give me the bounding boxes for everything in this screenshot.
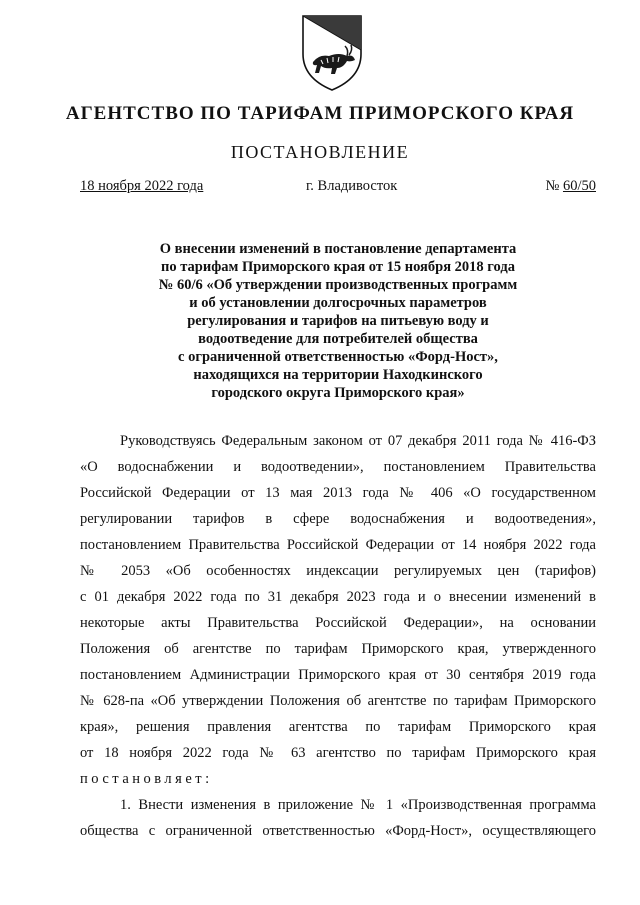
subject-line: водоотведение для потребителей общества bbox=[198, 331, 478, 347]
body-line: края», решения правления агентства по тарифам Приморского края bbox=[80, 719, 596, 735]
item-1-line: 1. Внести изменения в приложение № 1 «Производственная программа bbox=[120, 797, 596, 813]
document-body bbox=[80, 428, 596, 844]
subject-line: О внесении изменений в постановление департамента bbox=[159, 241, 517, 257]
body-line: Руководствуясь Федеральным законом от 07 декабря 2011 года № 416-ФЗ bbox=[120, 433, 596, 449]
number-prefix: № bbox=[545, 178, 563, 194]
document-meta-row bbox=[80, 178, 596, 198]
subject-line: находящихся на территории Находкинского bbox=[193, 367, 483, 383]
subject-line: по тарифам Приморского края от 15 ноября 2018 года bbox=[161, 259, 515, 275]
document-subject bbox=[80, 240, 596, 402]
item-1-line: общества с ограниченной ответственностью «Форд-Ност», осуществляющего bbox=[80, 823, 596, 839]
agency-name: АГЕНТСТВО ПО ТАРИФАМ ПРИМОРСКОГО КРАЯ bbox=[65, 103, 575, 124]
body-line: № 2053 «Об особенностях индексации регулируемых цен (тарифов) bbox=[80, 563, 596, 579]
document-date: 18 ноября 2022 года bbox=[80, 178, 204, 194]
number-value: 60/50 bbox=[562, 178, 596, 194]
body-line: № 628-па «Об утверждении Положения об агентстве по тарифам Приморского bbox=[80, 693, 596, 709]
subject-line: и об установлении долгосрочных параметров bbox=[189, 295, 487, 311]
body-line: постановлением Правительства Российской Федерации от 14 ноября 2022 года bbox=[80, 537, 596, 553]
body-line: Российской Федерации от 13 мая 2013 года № 406 «О государственном bbox=[80, 485, 596, 501]
body-line: Положения об агентстве по тарифам Приморского края, утвержденного bbox=[80, 641, 596, 657]
resolve-word: постановляет: bbox=[80, 771, 213, 787]
body-line: некоторые акты Правительства Российской Федерации», на основании bbox=[80, 615, 596, 631]
body-line: от 18 ноября 2022 года № 63 агентство по тарифам Приморского края bbox=[80, 745, 596, 761]
document-city: г. Владивосток bbox=[306, 178, 398, 194]
body-line: постановлением Администрации Приморского края от 30 сентября 2019 года bbox=[80, 667, 596, 683]
body-line: с 01 декабря 2022 года по 31 декабря 2023 года и о внесении изменений в bbox=[80, 589, 596, 605]
subject-line: с ограниченной ответственностью «Форд-Ност», bbox=[178, 349, 498, 365]
document-number bbox=[546, 178, 597, 195]
body-line: «О водоснабжении и водоотведении», постановлением Правительства bbox=[80, 459, 596, 475]
body-line: регулировании тарифов в сфере водоснабжения и водоотведения», bbox=[80, 511, 596, 527]
coat-of-arms-emblem bbox=[297, 10, 367, 94]
subject-line: городского округа Приморского края» bbox=[211, 385, 465, 401]
subject-line: № 60/6 «Об утверждении производственных программ bbox=[158, 277, 518, 293]
document-type: ПОСТАНОВЛЕНИЕ bbox=[230, 142, 410, 162]
subject-line: регулирования и тарифов на питьевую воду и bbox=[187, 313, 489, 329]
